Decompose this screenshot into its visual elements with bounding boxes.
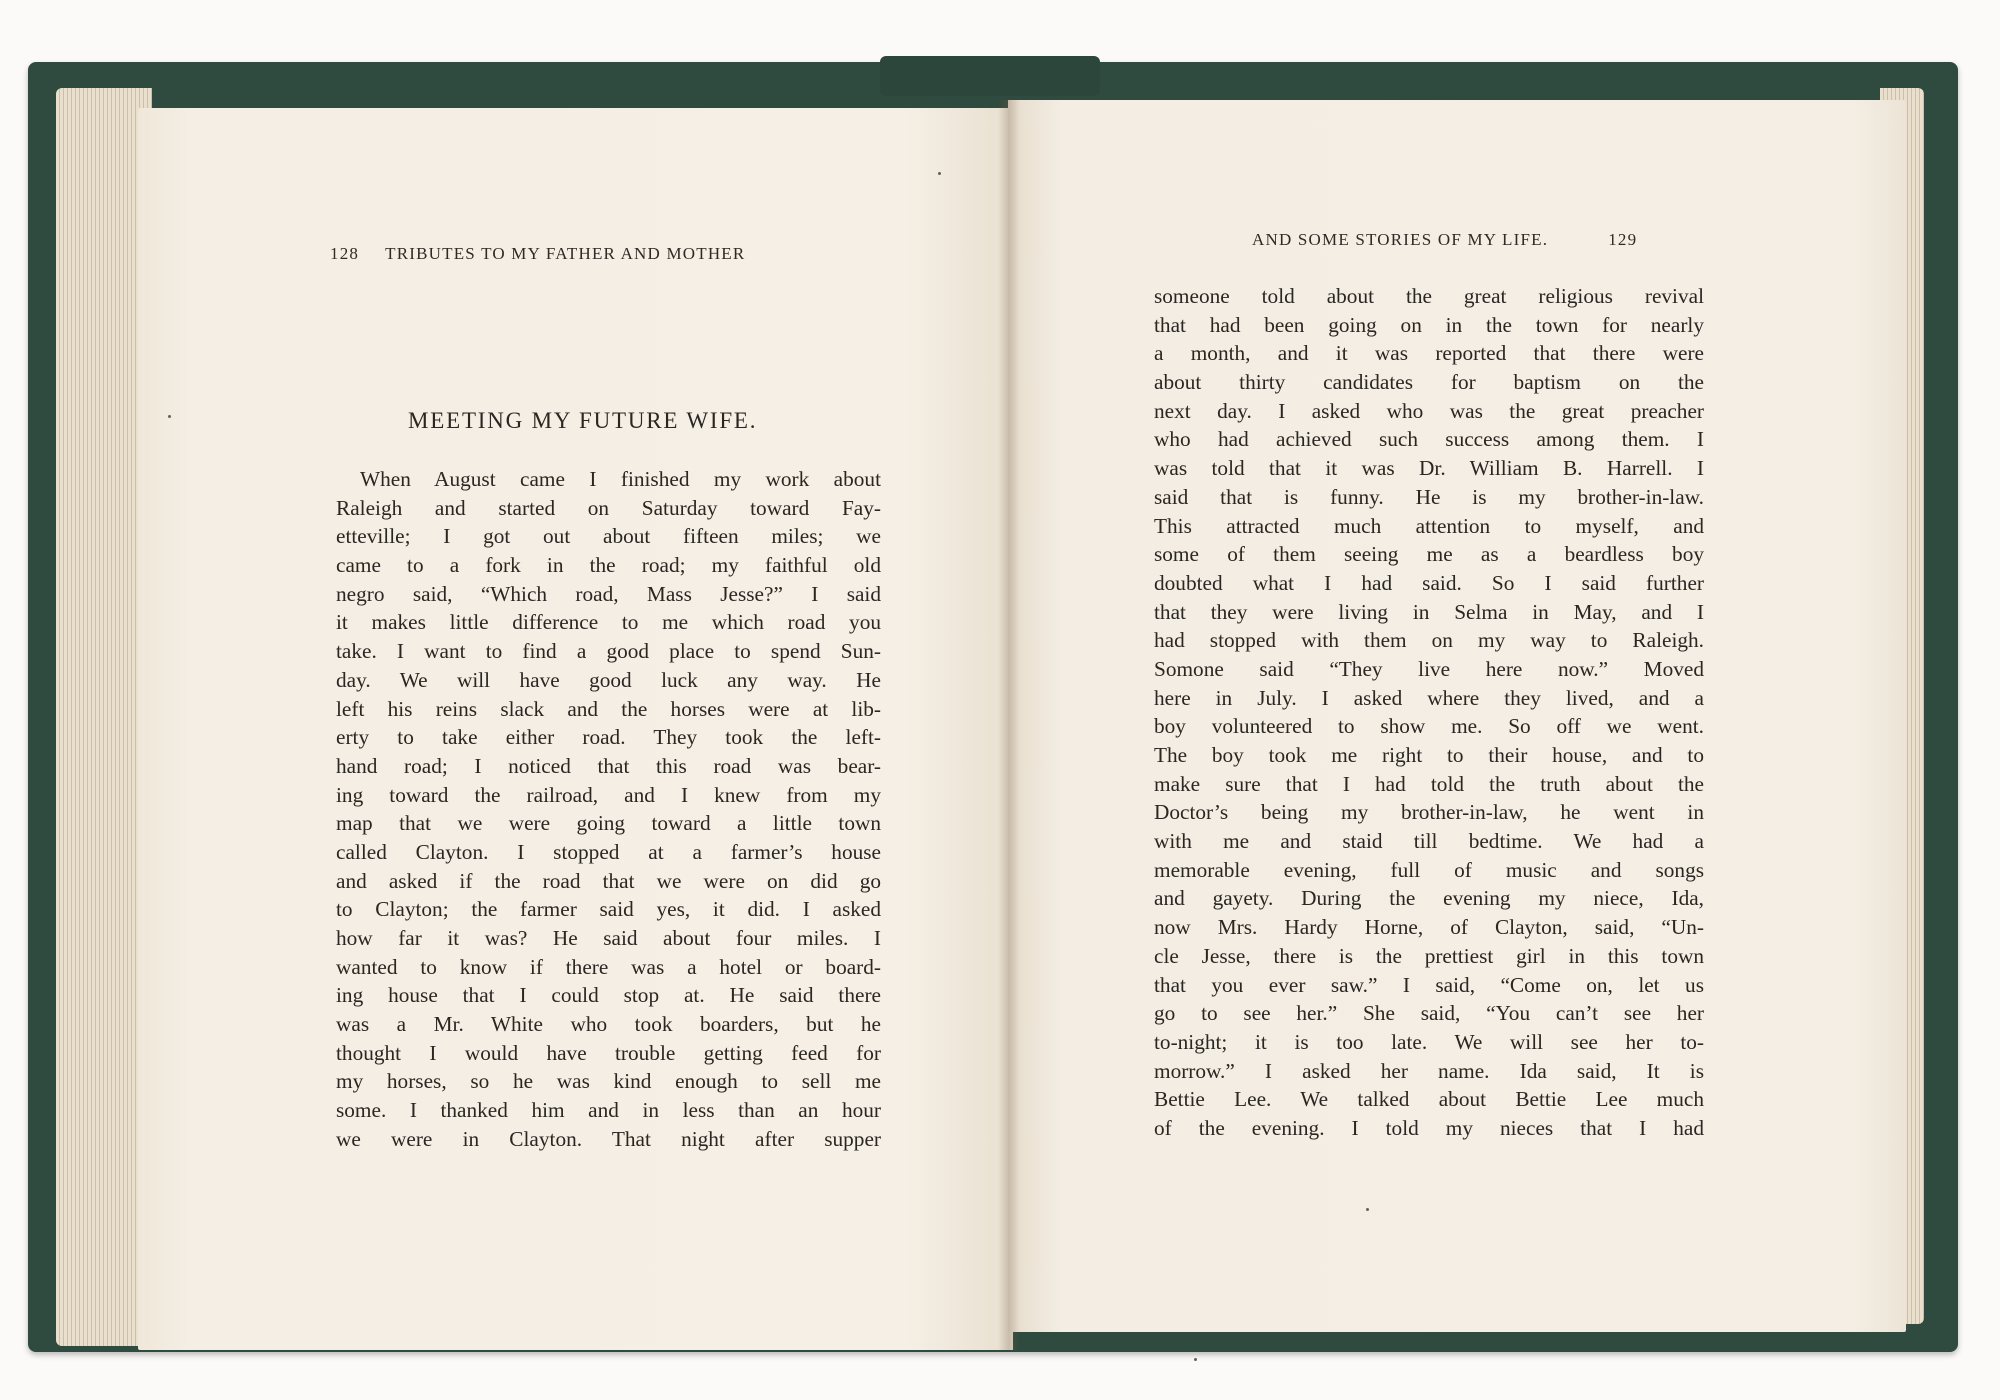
text-line: that you ever saw.” I said, “Come on, let us bbox=[1154, 972, 1704, 997]
text-line: was a Mr. White who took boarders, but he bbox=[336, 1012, 881, 1037]
text-line: that had been going on in the town for nearly bbox=[1154, 312, 1704, 337]
left-page-body bbox=[336, 465, 881, 1154]
text-line: Somone said “They live here now.” Moved bbox=[1154, 656, 1704, 681]
text-line: a month, and it was reported that there were bbox=[1154, 341, 1704, 366]
text-line: negro said, “Which road, Mass Jesse?” I said bbox=[336, 581, 881, 606]
right-running-head bbox=[1252, 230, 1637, 250]
text-line: that they were living in Selma in May, and I bbox=[1154, 599, 1704, 624]
paper-speck bbox=[168, 415, 171, 418]
text-line: ing house that I could stop at. He said there bbox=[336, 983, 881, 1008]
paper-speck bbox=[1194, 1358, 1197, 1361]
text-line: it makes little difference to me which road you bbox=[336, 610, 881, 635]
text-line: now Mrs. Hardy Horne, of Clayton, said, “Un- bbox=[1154, 915, 1704, 940]
text-line: and asked if the road that we were on did go bbox=[336, 868, 881, 893]
text-line: of the evening. I told my nieces that I had bbox=[1154, 1115, 1704, 1140]
text-line: boy volunteered to show me. So off we went. bbox=[1154, 714, 1704, 739]
right-page-body bbox=[1154, 282, 1704, 1143]
text-line: etteville; I got out about fifteen miles; we bbox=[336, 524, 881, 549]
text-line: called Clayton. I stopped at a farmer’s house bbox=[336, 839, 881, 864]
text-line: to-night; it is too late. We will see her to- bbox=[1154, 1029, 1704, 1054]
text-line: some. I thanked him and in less than an hour bbox=[336, 1098, 881, 1123]
text-line: When August came I finished my work about bbox=[360, 467, 881, 491]
text-line: go to see her.” She said, “You can’t see her bbox=[1154, 1001, 1704, 1026]
text-line: was told that it was Dr. William B. Harrell. I bbox=[1154, 456, 1704, 481]
text-line: take. I want to find a good place to spend Sun- bbox=[336, 639, 881, 664]
text-line: make sure that I had told the truth about the bbox=[1154, 771, 1704, 796]
text-line: came to a fork in the road; my faithful old bbox=[336, 553, 881, 578]
left-page-number: 128 bbox=[330, 244, 360, 263]
text-line: and gayety. During the evening my niece, Ida, bbox=[1154, 886, 1704, 911]
text-line: with me and staid till bedtime. We had a bbox=[1154, 829, 1704, 854]
text-line: Raleigh and started on Saturday toward Fay- bbox=[336, 495, 881, 520]
text-line: thought I would have trouble getting feed for bbox=[336, 1040, 881, 1065]
paper-speck bbox=[938, 172, 941, 175]
chapter-title: MEETING MY FUTURE WIFE. bbox=[408, 408, 758, 433]
book-gutter bbox=[998, 100, 1020, 1350]
text-line: map that we were going toward a little town bbox=[336, 811, 881, 836]
right-page-number: 129 bbox=[1608, 230, 1638, 249]
text-line: memorable evening, full of music and songs bbox=[1154, 857, 1704, 882]
text-line: about thirty candidates for baptism on the bbox=[1154, 370, 1704, 395]
text-line: day. We will have good luck any way. He bbox=[336, 667, 881, 692]
paper-speck bbox=[1366, 1208, 1369, 1211]
text-line: to Clayton; the farmer said yes, it did. I asked bbox=[336, 897, 881, 922]
text-line: next day. I asked who was the great preacher bbox=[1154, 398, 1704, 423]
text-line: wanted to know if there was a hotel or board- bbox=[336, 954, 881, 979]
left-running-head bbox=[330, 244, 745, 264]
book-spine bbox=[880, 56, 1100, 96]
text-line: here in July. I asked where they lived, and a bbox=[1154, 685, 1704, 710]
left-running-head-text: TRIBUTES TO MY FATHER AND MOTHER bbox=[385, 244, 746, 263]
text-line: we were in Clayton. That night after supper bbox=[336, 1126, 881, 1151]
text-line: Doctor’s being my brother-in-law, he went in bbox=[1154, 800, 1704, 825]
text-line: This attracted much attention to myself, and bbox=[1154, 513, 1704, 538]
text-line: The boy took me right to their house, and to bbox=[1154, 743, 1704, 767]
text-line: who had achieved such success among them. I bbox=[1154, 427, 1704, 452]
text-line: ing toward the railroad, and I knew from my bbox=[336, 782, 881, 807]
text-line: Bettie Lee. We talked about Bettie Lee much bbox=[1154, 1087, 1704, 1112]
text-line: how far it was? He said about four miles. I bbox=[336, 926, 881, 950]
text-line: morrow.” I asked her name. Ida said, It is bbox=[1154, 1058, 1704, 1083]
text-line: left his reins slack and the horses were at lib- bbox=[336, 696, 881, 721]
text-line: erty to take either road. They took the left- bbox=[336, 725, 881, 750]
right-running-head-text: AND SOME STORIES OF MY LIFE. bbox=[1252, 230, 1549, 249]
text-line: had stopped with them on my way to Raleigh. bbox=[1154, 628, 1704, 653]
text-line: my horses, so he was kind enough to sell me bbox=[336, 1069, 881, 1094]
text-line: said that is funny. He is my brother-in-law. bbox=[1154, 484, 1704, 509]
text-line: cle Jesse, there is the prettiest girl in this town bbox=[1154, 943, 1704, 968]
text-line: some of them seeing me as a beardless boy bbox=[1154, 542, 1704, 567]
text-line: hand road; I noticed that this road was bear- bbox=[336, 753, 881, 778]
text-line: doubted what I had said. So I said further bbox=[1154, 570, 1704, 595]
text-line: someone told about the great religious revival bbox=[1154, 284, 1704, 308]
